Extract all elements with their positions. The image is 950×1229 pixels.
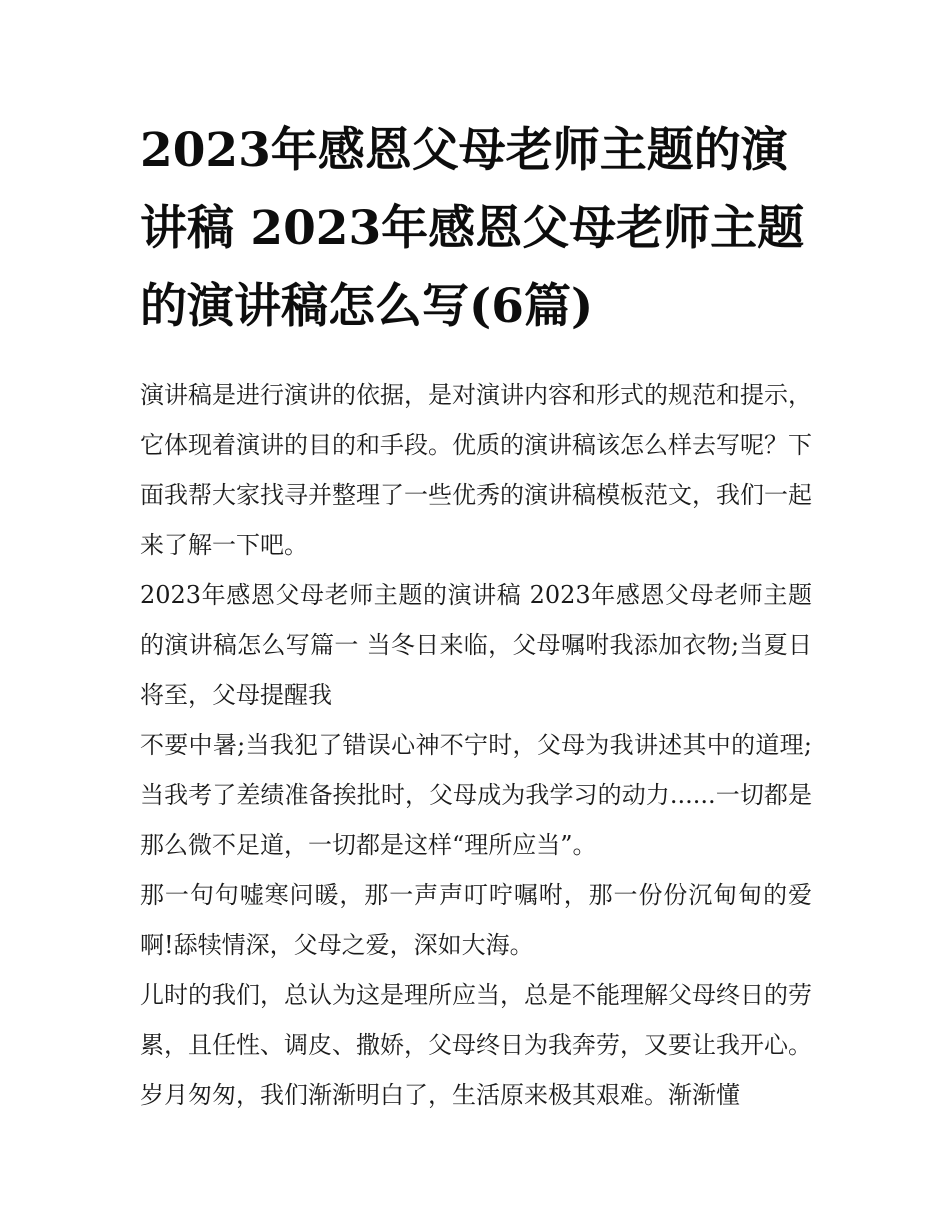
paragraph-childhood: 儿时的我们，总认为这是理所应当，总是不能理解父母终日的劳累，且任性、调皮、撒娇，父母终日为我奔劳，又要让我开心。岁月匆匆，我们渐渐明白了，生活原来极其艰难。渐渐懂 [140,981,812,1109]
paragraph-section-one: 2023年感恩父母老师主题的演讲稿 2023年感恩父母老师主题的演讲稿怎么写篇一 当冬日来临，父母嘱咐我添加衣物;当夏日将至，父母提醒我 [140,581,812,709]
paragraph-intro: 演讲稿是进行演讲的依据，是对演讲内容和形式的规范和提示，它体现着演讲的目的和手段。优质的演讲稿该怎么样去写呢？下面我帮大家找寻并整理了一些优秀的演讲稿模板范文，我们一起来了解一下吧。 [140,381,812,559]
paragraph-parents-care: 不要中暑;当我犯了错误心神不宁时，父母为我讲述其中的道理;当我考了差绩准备挨批时，父母成为我学习的动力......一切都是那么微不足道，一切都是这样“理所应当”。 [140,731,812,859]
paragraph-parents-love: 那一句句嘘寒问暖，那一声声叮咛嘱咐，那一份份沉甸甸的爱啊!舔犊情深，父母之爱，深如大海。 [140,881,812,959]
document-title: 2023年感恩父母老师主题的演讲稿 2023年感恩父母老师主题的演讲稿怎么写(6篇) [140,123,805,334]
document-page [140,112,812,1120]
